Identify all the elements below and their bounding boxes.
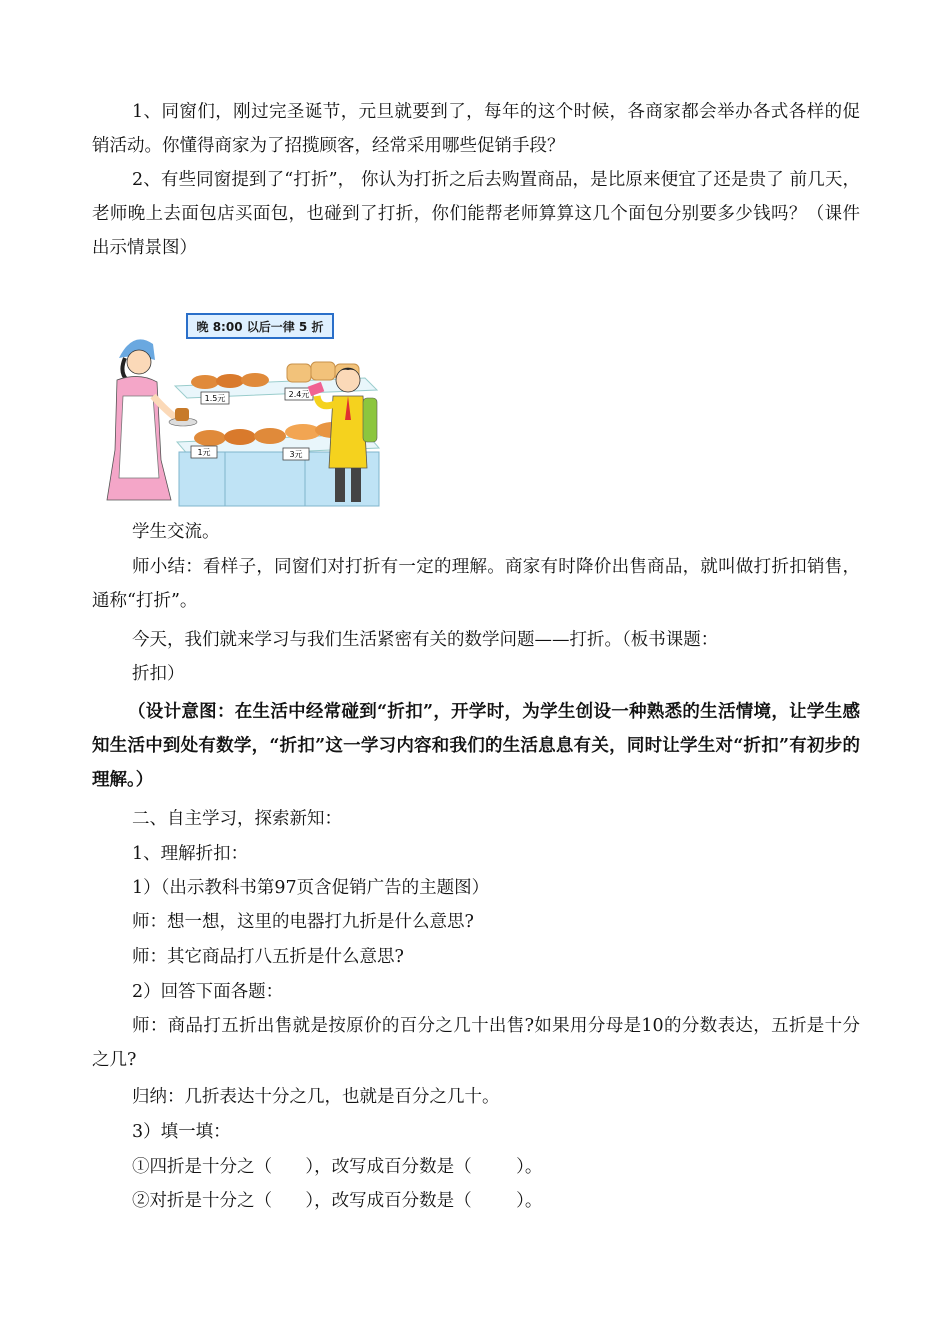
bakery-illustration — [105, 300, 380, 508]
question-fifty-percent: 师：商品打五折出售就是按原价的百分之几十出售?如果用分母是10的分数表达，五折是十分之几? — [92, 1016, 860, 1070]
paragraph-design-intent: （设计意图：在生活中经常碰到“折扣”，开学时，为学生创设一种熟悉的生活情境，让学生感知生活中到处有数学，“折扣”这一学习内容和我们的生活息息有关，同时让学生对“折扣”有初步的理解。） — [92, 702, 860, 790]
girl-head — [336, 368, 360, 392]
clerk-apron — [119, 396, 159, 478]
paragraph-teacher-summary: 师小结：看样子，同窗们对打折有一定的理解。商家有时降价出售商品，就叫做打折扣销售，通称“打折”。 — [92, 557, 860, 611]
price-tag-text: 1.5元 — [204, 394, 226, 403]
girl-leg — [351, 468, 361, 502]
paragraph-promotion-intro: 1、同窗们，刚过完圣诞节，元旦就要到了，每年的这个时候，各商家都会举办各式各样的促销活动。你懂得商家为了招揽顾客，经常采用哪些促销手段？ — [92, 102, 860, 156]
clerk-hair — [122, 358, 127, 380]
item-understand-discount: 1、理解折扣： — [132, 844, 249, 864]
bread-roll — [241, 373, 269, 387]
question-ninety-percent: 师：想一想，这里的电器打九折是什么意思? — [132, 912, 474, 932]
paragraph-board-title: 折扣） — [132, 664, 185, 684]
paragraph-today-topic: 今天，我们就来学习与我们生活紧密有关的数学问题——打折。（板书课题： — [132, 630, 719, 650]
bread-roll — [224, 429, 256, 445]
bread-roll — [191, 375, 219, 389]
girl-backpack — [363, 398, 377, 442]
clerk-head — [127, 350, 151, 374]
sale-sign-text: 晚 8:00 以后一律 5 折 — [196, 320, 324, 334]
item-answer-questions: 2）回答下面各题： — [132, 982, 284, 1002]
bakery-scene-svg — [105, 300, 380, 508]
bread-roll — [216, 374, 244, 388]
plate-bread — [175, 408, 189, 421]
fill-in-forty-percent: ①四折是十分之（ ），改写成百分数是（ ）。 — [132, 1157, 543, 1177]
girl-leg — [335, 468, 345, 502]
bread-roll — [254, 428, 286, 444]
bread-loaf — [287, 364, 311, 382]
bread-roll — [194, 430, 226, 446]
item-textbook-figure: 1）（出示教科书第97页含促销广告的主题图） — [132, 878, 490, 898]
fill-in-half-price: ②对折是十分之（ ），改写成百分数是（ ）。 — [132, 1191, 543, 1211]
section-heading-self-study: 二、自主学习，探索新知： — [132, 809, 342, 829]
bread-loaf — [311, 362, 335, 380]
price-tag-text: 1元 — [197, 448, 211, 457]
price-tag-text: 3元 — [289, 450, 303, 459]
item-fill-in: 3）填一填： — [132, 1122, 231, 1142]
paragraph-induction: 归纳：几折表达十分之几，也就是百分之几十。 — [132, 1087, 500, 1107]
paragraph-students-exchange: 学生交流。 — [132, 522, 220, 542]
girl-arm — [317, 396, 335, 406]
question-eighty-five-percent: 师：其它商品打八五折是什么意思? — [132, 947, 404, 967]
price-tag-text: 2.4元 — [288, 390, 310, 399]
paragraph-discount-question: 2、有些同窗提到了“打折”， 你认为打折之后去购置商品，是比原来便宜了还是贵了 前几天，老师晚上去面包店买面包，也碰到了打折，你们能帮老师算算这几个面包分别要多少钱吗？（课件出示情景图） — [92, 170, 860, 258]
